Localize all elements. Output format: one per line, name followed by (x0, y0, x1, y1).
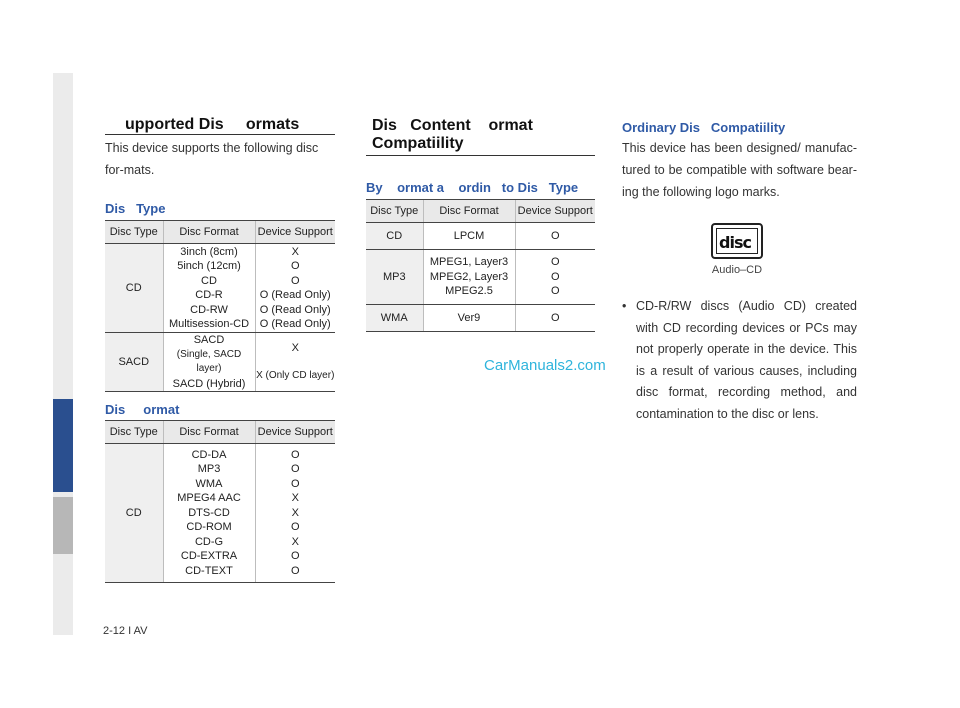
format-cell (163, 244, 255, 333)
cell-line: X (291, 492, 299, 505)
cell-line: O (550, 256, 560, 269)
support-line: X (291, 341, 299, 354)
cell-line: MP3 (197, 463, 221, 476)
table-row (105, 333, 335, 392)
cell-line: MPEG2, Layer3 (429, 270, 509, 283)
title-rule (366, 117, 595, 156)
support-cell (515, 223, 595, 250)
watermark: CarManuals2.com (484, 357, 606, 374)
disc-type-cell: WMA (366, 305, 423, 332)
support-cell (255, 333, 335, 392)
page-footer: 2-12 I AV (103, 625, 148, 637)
format-line: (Single, SACD layer) (176, 348, 242, 374)
ordinary-compat-heading: Ordinary Dis Compatiility (622, 120, 786, 135)
cell-line: O (290, 477, 300, 490)
cell-line: O (290, 448, 300, 461)
page-title: upported Dis ormats (125, 116, 300, 133)
cell-line: O (Read Only) (259, 289, 331, 301)
cell-line: 5inch (12cm) (177, 260, 241, 272)
disc-format-table (105, 420, 335, 583)
cell-line: DTS-CD (188, 506, 230, 519)
format-cell (423, 223, 515, 250)
cell-line: CD-ROM (186, 521, 232, 534)
cell-line: O (550, 311, 560, 324)
format-cell (423, 305, 515, 332)
cell-line: X (291, 535, 299, 548)
disc-type-cell: CD (105, 444, 163, 583)
logo-text: disc (719, 233, 751, 252)
cell-line: CD-G (194, 535, 224, 548)
content-format-table (366, 199, 595, 332)
table-row (366, 223, 595, 250)
cell-line: O (290, 260, 300, 272)
disc-type-cell: CD (366, 223, 423, 250)
header-cell: Disc Format (163, 421, 255, 444)
cell-line: O (Read Only) (259, 318, 331, 330)
header-cell: Disc Type (105, 221, 163, 244)
cell-line: CD (201, 274, 217, 287)
disc-type-cell: CD (105, 244, 163, 333)
logo-caption: Audio–CD (711, 264, 763, 276)
support-cell (255, 444, 335, 583)
cell-line: LPCM (453, 229, 485, 242)
cell-line: Multisession-CD (168, 318, 250, 330)
cell-line: MPEG1, Layer3 (429, 256, 509, 269)
header-cell: Disc Type (366, 200, 423, 223)
support-line: X (Only CD layer) (256, 370, 335, 381)
disc-type-heading: Dis Type (105, 201, 166, 216)
cell-line: WMA (195, 477, 223, 490)
cell-line: CD-R (195, 289, 223, 301)
format-line: SACD (193, 334, 225, 346)
compact-disc-logo-icon (711, 223, 763, 259)
table-row (366, 250, 595, 305)
cell-line: O (550, 270, 560, 283)
title-rule (105, 116, 335, 135)
compat-text: This device has been designed/ manufac-tured to be compatible with software bear-ing the following logo marks. (622, 141, 857, 199)
header-cell: Device Support (515, 200, 595, 223)
header-cell: Disc Type (105, 421, 163, 444)
cell-line: CD-RW (190, 303, 228, 316)
cell-line: Ver9 (457, 311, 481, 324)
support-cell (515, 305, 595, 332)
cell-line: O (290, 463, 300, 476)
cell-line: O (290, 550, 300, 563)
table-row (105, 244, 335, 333)
disc-type-table (105, 220, 335, 392)
cell-line: O (290, 564, 300, 577)
section-title: Dis Content ormat (372, 117, 533, 134)
format-cell (163, 333, 255, 392)
format-cell (163, 444, 255, 583)
table-row (105, 444, 335, 583)
disc-type-cell: MP3 (366, 250, 423, 305)
section-title: Compatiility (372, 135, 464, 152)
support-cell (255, 244, 335, 333)
cell-line: X (291, 245, 299, 258)
cell-line: O (550, 229, 560, 242)
intro-text: This device supports the following disc for-mats. (105, 141, 319, 177)
logo-frame (716, 228, 758, 254)
cell-line: CD-EXTRA (180, 550, 238, 563)
cell-line: O (290, 274, 300, 287)
header-cell: Disc Format (163, 221, 255, 244)
bullet-mark: • (622, 299, 627, 313)
format-cell (423, 250, 515, 305)
support-line (256, 355, 336, 369)
by-format-heading: By ormat a ordin to Dis Type (366, 180, 579, 195)
header-cell: Device Support (255, 221, 335, 244)
cell-line: MPEG4 AAC (177, 492, 241, 505)
cell-line: O (Read Only) (259, 303, 331, 316)
cell-line: CD-DA (191, 448, 227, 461)
cell-line: X (291, 506, 299, 519)
cell-line: 3inch (8cm) (180, 245, 238, 258)
chapter-tab (53, 497, 73, 554)
chapter-tab-active (53, 399, 73, 492)
cell-line: CD-TEXT (185, 564, 233, 577)
cell-line: O (550, 285, 560, 298)
header-cell: Device Support (255, 421, 335, 444)
support-cell (515, 250, 595, 305)
format-line: SACD (Hybrid) (172, 377, 246, 390)
cell-line: O (290, 521, 300, 534)
list-item (622, 296, 857, 425)
header-cell: Disc Format (423, 200, 515, 223)
disc-type-cell: SACD (105, 333, 163, 392)
cell-line: MPEG2.5 (445, 285, 493, 298)
bullet-text: CD-R/RW discs (Audio CD) created with CD recording devices or PCs may not properly operate in the device. This is a result of various causes, including disc format, recording method, and contamination to the disc or lens. (636, 299, 857, 421)
table-row (366, 305, 595, 332)
disc-format-heading: Dis ormat (105, 402, 180, 417)
